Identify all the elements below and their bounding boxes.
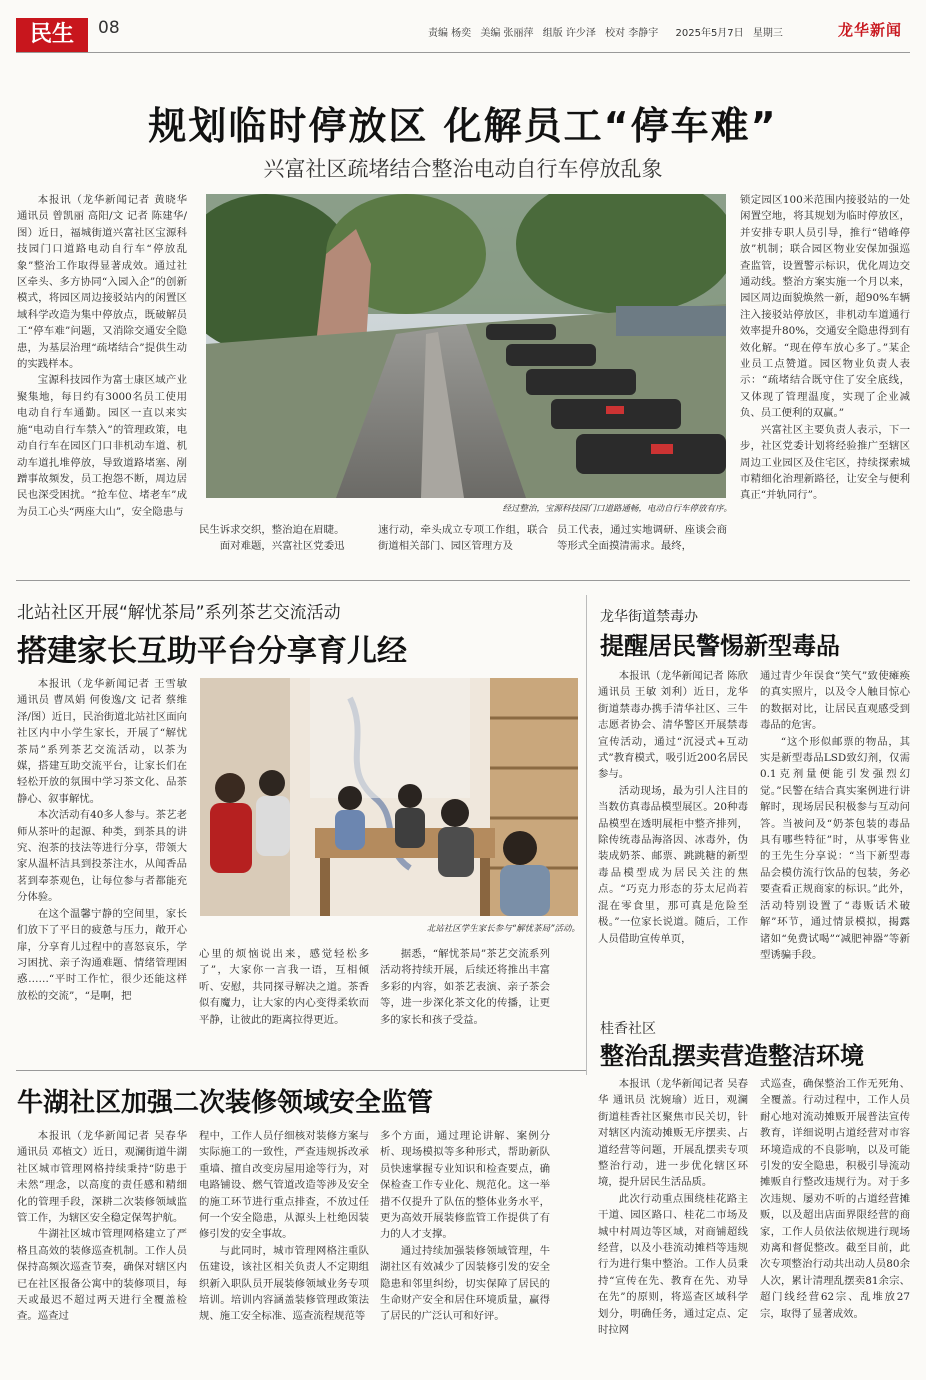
article-2-col-1 [17, 676, 187, 1048]
article-3-col-1 [598, 668, 748, 994]
article-2-kicker: 北站社区开展“解忧茶局”系列茶艺交流活动 [17, 603, 341, 623]
article-4-title: 牛湖社区加强二次装修领域安全监管 [17, 1088, 434, 1118]
article-1-col-2 [199, 522, 369, 556]
paragraph: 本报讯（龙华新闻记者 吴春华 通讯员 邓植文）近日，观澜街道牛湖社区城市管理网格持续秉持“防患于未然”理念，以高度的责任感和精细化的管理手段，深耕二次装修领域监管工作，为辖区安全稳定保驾护航。 [17, 1130, 187, 1225]
paragraph: 本报讯（龙华新闻记者 黄晓华 通讯员 曾凯丽 高阳/文 记者 陈建华/图）近日，福城街道兴富社区宝源科技园门口道路电动自行车“停放乱象”整治工作取得显著成效。通过社区牵头、多方协同“入园入企”的创新模式，将园区周边接驳站内的闲置区域科学改造为集中停放点，既破解员工“停车难”问题，又消除交通安全隐患，为基层治理“疏堵结合”提供生动的实践样本。 [17, 194, 187, 371]
article-3-col-2 [760, 668, 910, 994]
article-1-col-3 [378, 522, 548, 556]
article-1-col-1 [17, 192, 187, 556]
paragraph: 此次行动重点围绕桂花路主干道、园区路口、桂花二市场及城中村周边等区域，对商铺超线经营，以及小巷流动摊档等违规行为进行集中整治。工作人员秉持“宣传在先、教育在先、劝导在先”的原则，将巡查区域科学划分，明确任务，通过定点、定时拉网 [598, 1192, 748, 1337]
paragraph: 兴富社区主要负责人表示，下一步，社区党委计划将经验推广至辖区周边工业园区及住宅区，持续探索城市精细化治理新路径，让安全与便利真正“并轨同行”。 [740, 423, 910, 502]
section-tag: 民生 [16, 18, 88, 52]
article-2-col-2 [199, 946, 369, 1048]
paragraph: 面对难题，兴富社区党委迅 [219, 540, 345, 553]
tea-photo-caption: 北站社区学生家长参与“解忧茶局”活动。 [426, 924, 580, 934]
section-divider [16, 1070, 586, 1071]
paragraph: 心里的烦恼说出来，感觉轻松多了”，大家你一言我一语，互相倾听、安慰，共同探寻解决之道。茶香似有魔力，让大家的内心变得柔软而平静，让彼此的距离拉得更近。 [199, 948, 369, 1026]
paragraph: 活动现场，最为引人注目的当数仿真毒品模型展区。20种毒品模型在透明展柜中整齐排列，除传统毒品海洛因、冰毒外，伪装成奶茶、邮票、跳跳糖的新型毒品模型成为居民关注的焦点。“巧克力形态的芬太尼尚若混在零食里，那可真是危险至极。”一位家长说道。随后，工作人员借助宣传单页， [598, 784, 748, 945]
issue-weekday: 星期三 [752, 28, 783, 39]
article-5-title: 整治乱摆卖营造整洁环境 [600, 1042, 864, 1070]
proof-credit: 校对 李静宇 [605, 28, 659, 39]
paragraph: 通过持续加强装修领域管理，牛湖社区有效减少了因装修引发的安全隐患和邻里纠纷，切实保障了居民的生命财产安全和居住环境质量，赢得了居民的广泛认可和好评。 [380, 1244, 550, 1323]
paragraph: 宝源科技园作为富士康区域产业聚集地，每日约有3000名员工使用电动自行车通勤。园区一直以来实施“电动自行车禁入”的管理政策，电动自行车在园区门口非机动车道、机动车道扎堆停放，导致道路堵塞、剐蹭事故频发，员工抱怨不断，周边居民也深受困扰。“抢车位、堵老车”成为员工心头“两座大山”，安全隐患与 [17, 374, 187, 518]
paragraph: 本报讯（龙华新闻记者 吴春华 通讯员 沈婉瑜）近日，观澜街道桂香社区聚焦市民关切，针对辖区内流动摊贩无序摆卖、占道经营等问题，开展乱摆卖专项整治行动，进一步优化辖区环境，提升居民生活品质。 [598, 1078, 748, 1189]
tea-event-photo [200, 678, 578, 916]
article-1-subtitle: 兴富社区疏堵结合整治电动自行车停放乱象 [263, 157, 663, 181]
article-2-col-3 [380, 946, 550, 1048]
article-1-col-5 [740, 192, 910, 556]
article-4-col-2 [199, 1128, 369, 1364]
paragraph: 本报讯（龙华新闻记者 陈欣 通讯员 王敏 刘利）近日，龙华街道禁毒办携手清华社区、三牛志愿者协会、清华警区开展禁毒宣传活动，通过“沉浸式+互动式”教育模式，吸引近200名居民参与。 [598, 670, 748, 781]
layout-credit: 组版 许少泽 [542, 28, 596, 39]
paragraph: 多个方面，通过理论讲解、案例分析、现场模拟等多种形式，帮助新队员快速掌握专业知识和检查要点，确保检查工作专业化、规范化。这一举措不仅提升了队伍的整体业务水平，更为高效开展装修监管工作提供了有力的人才支撑。 [380, 1130, 550, 1241]
paragraph: 员工代表，通过实地调研、座谈会商等形式全面摸清需求。最终， [557, 524, 727, 553]
paragraph: 牛湖社区城市管理网格建立了严格且高效的装修巡查机制。工作人员保持高频次巡查节奏，确保对辖区内已在社区报备公寓中的装修项目，每天或最迟不超过两天进行全覆盖检查。巡查过 [17, 1228, 187, 1323]
article-3-title: 提醒居民警惕新型毒品 [600, 632, 840, 660]
article-4-col-1 [17, 1128, 187, 1364]
article-5-col-1 [598, 1076, 748, 1364]
page-number: 08 [98, 18, 120, 38]
newspaper-logo: 龙华新闻 [838, 21, 903, 39]
paragraph: 程中，工作人员仔细核对装修方案与实际施工的一致性，严查违规拆改承重墙、擅自改变房屋用途等行为，对电路铺设、燃气管道改造等涉及安全的施工环节进行重点排查，不放过任何一个安全隐患，从源头上杜绝因装修引发的安全事故。 [199, 1130, 369, 1241]
column-divider [586, 595, 587, 1075]
paragraph: 与此同时，城市管理网格注重队伍建设，该社区相关负责人不定期组织新入职队员开展装修领域业务专项培训。培训内容涵盖装修管理政策法规、施工安全标准、巡查流程规范等 [199, 1244, 369, 1323]
article-2-title: 搭建家长互助平台分享育儿经 [17, 634, 407, 669]
article-5-col-2 [760, 1076, 910, 1364]
masthead-credits [428, 24, 789, 39]
paragraph: 据悉，“解忧茶局”茶艺交流系列活动将持续开展，后续还将推出丰富多彩的内容，如茶艺表演、亲子茶会等，进一步深化茶文化的传播，让更多的家长和孩子受益。 [380, 948, 550, 1026]
article-3-kicker: 龙华街道禁毒办 [600, 609, 698, 625]
paragraph: 式巡查，确保整治工作无死角、全覆盖。行动过程中，工作人员耐心地对流动摊贩开展普法宣传教育，详细说明占道经营对市容环境造成的不良影响，以及可能引发的安全隐患，积极引导流动摊贩自行整改违规行为。对于多次违规、屡劝不听的占道经营摊贩，以及超出店面界限经营的商家，工作人员依法依规进行现场劝离和督促整改。截至目前，此次专项整治行动共出动人员80余人次，累计清理乱摆卖81余宗、超门线经营62宗、乱堆放27宗，取得了显著成效。 [760, 1078, 910, 1320]
article-4-col-3 [380, 1128, 550, 1364]
paragraph: 通过青少年误食“笑气”致使瘫痪的真实照片，以及令人触目惊心的数据对比，让居民直观感受到毒品的危害。 [760, 670, 910, 732]
paragraph: 民生诉求交织，整治迫在眉睫。 [199, 524, 345, 536]
paragraph: “这个形似邮票的物品，其实是新型毒品LSD致幻剂，仅需0.1克剂量便能引发强烈幻觉。”民警在结合真实案例进行讲解时，现场居民积极参与互动问答。当被问及“奶茶包装的毒品具有哪些特征”时，从事零售业的王先生分享说：“当下新型毒品会模仿流行饮品的包装，务必要查看正规商家的标识。”此外，活动特别设置了“毒贩话术破解”环节，通过情景模拟，揭露诸如“免费试喝”“减肥神器”等新型诱骗手段。 [760, 735, 910, 961]
issue-date: 2025年5月7日 [675, 28, 744, 39]
paragraph: 锁定园区100米范围内接驳站的一处闲置空地，将其规划为临时停放区，并安排专职人员引导，推行“错峰停放”机制；联合园区物业安保加强巡查监管，设置警示标识，优化周边交通动线。整治方案实施一个月以来，园区周边面貌焕然一新，超90%车辆注入接驳站停放区，非机动车道通行效率提升80%，交通安全隐患得到有效化解。“现在停车放心多了。”某企业员工点赞道。园区物业负责人表示：“疏堵结合既守住了安全底线，又体现了管理温度，实现了企业减负、员工便利的双赢。” [740, 194, 910, 420]
header-rule [16, 52, 910, 53]
paragraph: 在这个温馨宁静的空间里，家长们放下了平日的疲惫与压力，敞开心扉，分享育儿过程中的喜怒哀乐，学习困扰、亲子沟通难题、情绪管理困惑……“平时工作忙，很少还能这样放松的交流”，“是啊，把 [17, 907, 187, 1002]
article-5-kicker: 桂香社区 [600, 1021, 656, 1037]
parking-photo-caption: 经过整治，宝源科技园门口道路通畅，电动自行车停放有序。 [502, 504, 732, 514]
section-divider [16, 580, 910, 581]
article-1-col-4 [557, 522, 727, 556]
art-credit: 美编 张丽萍 [480, 28, 534, 39]
paragraph: 本报讯（龙华新闻记者 王雪敏 通讯员 曹凤娟 何俊逸/文 记者 蔡维泽/图）近日，民治街道北站社区面向社区内中小学生家长，开展了“解忧茶局”系列茶艺交流活动，以茶为媒，搭建互助交流平台，让家长们在轻松开放的氛围中学习茶文化、品茶静心、叙事解忧。 [17, 678, 187, 805]
parking-area-photo [206, 194, 726, 498]
article-1-title: 规划临时停放区 化解员工“停车难” [148, 104, 778, 148]
paragraph: 速行动，牵头成立专项工作组，联合街道相关部门、园区管理方及 [378, 524, 548, 553]
paragraph: 本次活动有40多人参与。茶艺老师从茶叶的起源、种类，到茶具的讲究、泡茶的技法等进行分享，带领大家从温杯洁具到投茶注水，从闻香品茗到奉茶观色，让每位参与者都能充分体验。 [17, 809, 187, 904]
editor-credit: 责编 杨奕 [428, 28, 472, 39]
